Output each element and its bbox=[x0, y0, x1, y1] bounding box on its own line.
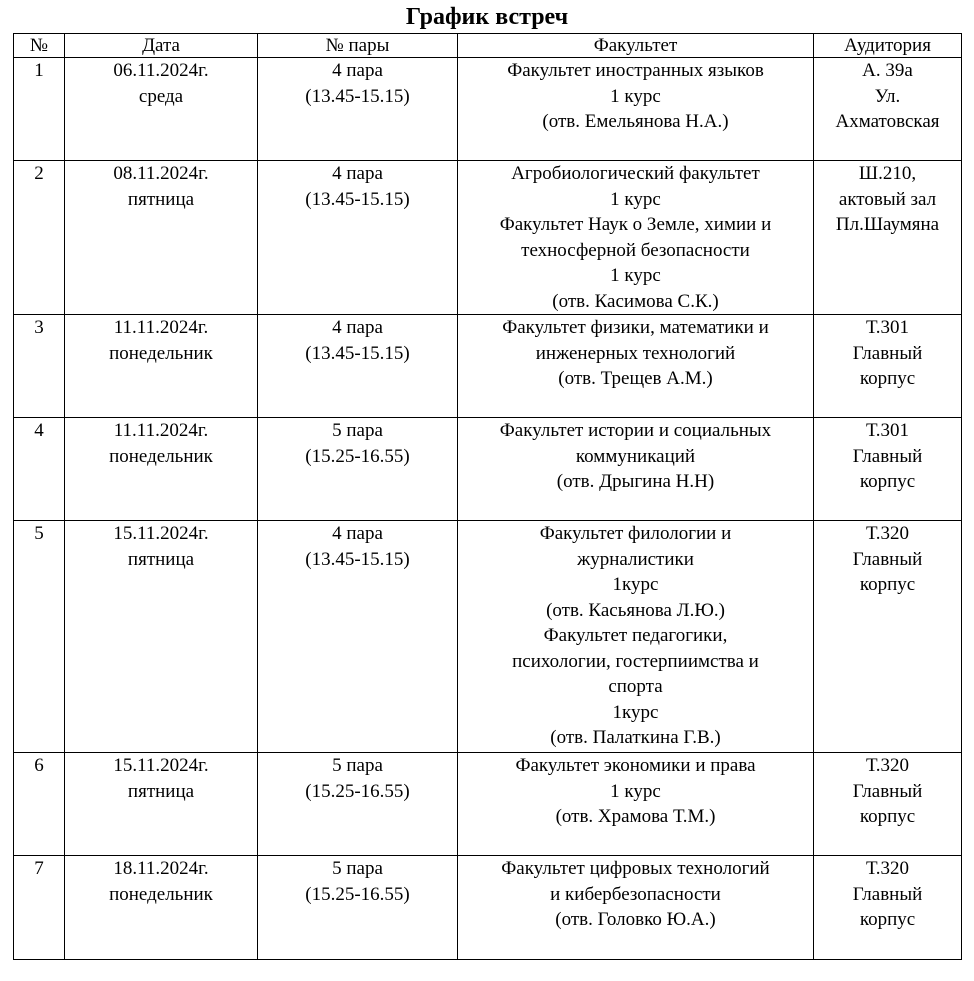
room-line: Т.301 bbox=[866, 420, 909, 441]
pair-line: (13.45-15.15) bbox=[305, 85, 410, 107]
date-cell bbox=[65, 58, 258, 161]
pair-line: 5 пара bbox=[332, 755, 383, 776]
date-line: пятница bbox=[127, 548, 195, 570]
date-cell bbox=[65, 161, 258, 315]
pair-cell bbox=[258, 418, 458, 521]
room-line: Главный bbox=[852, 445, 923, 467]
faculty-cell bbox=[458, 521, 814, 753]
faculty-line: Факультет истории и социальных bbox=[499, 420, 772, 441]
faculty-line: (отв. Дрыгина Н.Н) bbox=[556, 471, 715, 492]
faculty-line: спорта bbox=[608, 676, 663, 697]
date-line: 18.11.2024г. bbox=[113, 858, 209, 879]
room-line: Главный bbox=[852, 342, 923, 364]
faculty-line: (отв. Емельянова Н.А.) bbox=[542, 111, 729, 132]
faculty-line: (отв. Трещев А.М.) bbox=[558, 368, 713, 389]
faculty-line: Факультет физики, математики и bbox=[502, 317, 769, 338]
date-line: 15.11.2024г. bbox=[113, 523, 209, 544]
pair-cell bbox=[258, 856, 458, 960]
table-row bbox=[14, 58, 962, 161]
room-cell bbox=[814, 418, 962, 521]
pair-line: (13.45-15.15) bbox=[305, 188, 410, 210]
faculty-line: инженерных технологий bbox=[535, 342, 736, 364]
room-line: Ахматовская bbox=[835, 111, 940, 132]
column-header-faculty: Факультет bbox=[458, 34, 814, 58]
date-cell bbox=[65, 753, 258, 856]
faculty-line: Факультет иностранных языков bbox=[507, 60, 764, 81]
pair-cell bbox=[258, 315, 458, 418]
date-cell bbox=[65, 856, 258, 960]
room-line: корпус bbox=[859, 471, 916, 492]
pair-line: 4 пара bbox=[332, 317, 383, 338]
room-cell bbox=[814, 58, 962, 161]
room-cell bbox=[814, 315, 962, 418]
faculty-cell bbox=[458, 856, 814, 960]
room-line: Т.301 bbox=[866, 317, 909, 338]
pair-line: (15.25-16.55) bbox=[305, 780, 410, 802]
faculty-line: Факультет педагогики, bbox=[543, 625, 728, 646]
faculty-line: Факультет цифровых технологий bbox=[501, 858, 770, 879]
column-header-pair: № пары bbox=[258, 34, 458, 58]
pair-line: 4 пара bbox=[332, 523, 383, 544]
date-cell bbox=[65, 521, 258, 753]
faculty-line: 1 курс bbox=[610, 188, 661, 210]
pair-cell bbox=[258, 58, 458, 161]
faculty-line: (отв. Касимова С.К.) bbox=[552, 290, 719, 312]
room-line: А. 39а bbox=[862, 60, 913, 81]
date-line: среда bbox=[138, 85, 184, 107]
pair-cell bbox=[258, 161, 458, 315]
faculty-line: (отв. Касьянова Л.Ю.) bbox=[546, 599, 725, 621]
date-cell bbox=[65, 315, 258, 418]
room-line: Т.320 bbox=[866, 858, 909, 879]
pair-line: (13.45-15.15) bbox=[305, 342, 410, 364]
date-line: понедельник bbox=[109, 342, 213, 364]
room-line: Т.320 bbox=[866, 523, 909, 544]
room-cell bbox=[814, 161, 962, 315]
column-header-number: № bbox=[14, 34, 65, 58]
faculty-line: 1курс bbox=[612, 574, 659, 595]
faculty-cell bbox=[458, 58, 814, 161]
schedule-table bbox=[13, 33, 962, 960]
faculty-line: 1курс bbox=[612, 701, 659, 723]
date-line: 11.11.2024г. bbox=[113, 317, 209, 338]
pair-line: 5 пара bbox=[332, 420, 383, 441]
room-line: корпус bbox=[859, 574, 916, 595]
room-cell bbox=[814, 856, 962, 960]
faculty-line: 1 курс bbox=[610, 85, 661, 107]
room-line: корпус bbox=[859, 368, 916, 389]
faculty-line: журналистики bbox=[577, 548, 694, 570]
schedule-body bbox=[14, 58, 962, 960]
date-line: понедельник bbox=[109, 883, 213, 905]
page-title: График встреч bbox=[405, 4, 569, 30]
room-line: Пл.Шаумяна bbox=[835, 214, 940, 235]
date-line: 11.11.2024г. bbox=[113, 420, 209, 441]
date-line: понедельник bbox=[109, 445, 213, 467]
row-number-cell: 3 bbox=[14, 315, 65, 418]
faculty-cell bbox=[458, 753, 814, 856]
faculty-line: (отв. Головко Ю.А.) bbox=[555, 909, 716, 930]
faculty-line: Факультет Наук о Земле, химии и bbox=[499, 214, 772, 235]
room-line: Главный bbox=[852, 780, 923, 802]
table-row bbox=[14, 521, 962, 753]
faculty-line: Факультет филологии и bbox=[539, 523, 732, 544]
row-number-cell: 6 bbox=[14, 753, 65, 856]
table-header-row bbox=[14, 34, 962, 58]
row-number-cell: 4 bbox=[14, 418, 65, 521]
pair-cell bbox=[258, 521, 458, 753]
faculty-line: (отв. Храмова Т.М.) bbox=[555, 806, 716, 827]
room-line: актовый зал bbox=[838, 188, 937, 210]
room-line: корпус bbox=[859, 909, 916, 930]
faculty-cell bbox=[458, 161, 814, 315]
table-row bbox=[14, 418, 962, 521]
faculty-line: коммуникаций bbox=[575, 445, 696, 467]
faculty-line: (отв. Палаткина Г.В.) bbox=[550, 727, 721, 748]
date-cell bbox=[65, 418, 258, 521]
pair-line: (15.25-16.55) bbox=[305, 445, 410, 467]
pair-line: 4 пара bbox=[332, 163, 383, 184]
faculty-cell bbox=[458, 315, 814, 418]
room-line: Ш.210, bbox=[858, 163, 917, 184]
pair-line: (13.45-15.15) bbox=[305, 548, 410, 570]
table-row bbox=[14, 753, 962, 856]
row-number-cell: 5 bbox=[14, 521, 65, 753]
room-line: корпус bbox=[859, 806, 916, 827]
faculty-line: психологии, гостерпиимства и bbox=[512, 650, 759, 672]
faculty-line: 1 курс bbox=[610, 265, 661, 286]
room-line: Главный bbox=[852, 548, 923, 570]
column-header-room: Аудитория bbox=[814, 34, 962, 58]
row-number-cell: 7 bbox=[14, 856, 65, 960]
room-line: Ул. bbox=[874, 85, 901, 107]
table-row bbox=[14, 161, 962, 315]
faculty-line: Агробиологический факультет bbox=[511, 163, 760, 184]
faculty-line: техносферной безопасности bbox=[521, 239, 750, 261]
pair-cell bbox=[258, 753, 458, 856]
room-cell bbox=[814, 753, 962, 856]
row-number-cell: 2 bbox=[14, 161, 65, 315]
table-row bbox=[14, 856, 962, 960]
table-row bbox=[14, 315, 962, 418]
row-number-cell: 1 bbox=[14, 58, 65, 161]
pair-line: 4 пара bbox=[332, 60, 383, 81]
faculty-line: 1 курс bbox=[610, 780, 661, 802]
pair-line: 5 пара bbox=[332, 858, 383, 879]
column-header-date: Дата bbox=[65, 34, 258, 58]
pair-line: (15.25-16.55) bbox=[305, 883, 410, 905]
date-line: 06.11.2024г. bbox=[113, 60, 209, 81]
room-line: Т.320 bbox=[866, 755, 909, 776]
room-cell bbox=[814, 521, 962, 753]
faculty-line: Факультет экономики и права bbox=[515, 755, 756, 776]
date-line: пятница bbox=[127, 780, 195, 802]
faculty-line: и кибербезопасности bbox=[550, 883, 721, 905]
room-line: Главный bbox=[852, 883, 923, 905]
date-line: 08.11.2024г. bbox=[113, 163, 209, 184]
faculty-cell bbox=[458, 418, 814, 521]
date-line: пятница bbox=[127, 188, 195, 210]
date-line: 15.11.2024г. bbox=[113, 755, 209, 776]
